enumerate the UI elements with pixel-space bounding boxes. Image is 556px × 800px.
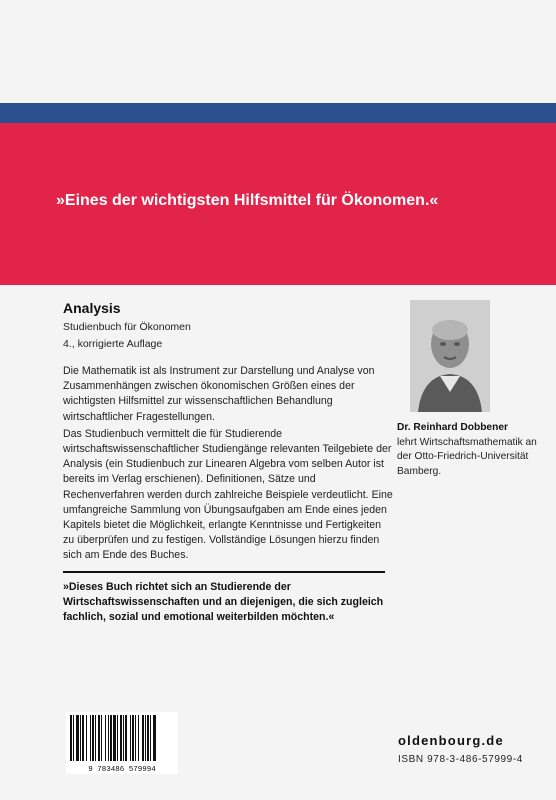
barcode-icon bbox=[66, 712, 178, 774]
book-title: Analysis bbox=[63, 300, 121, 316]
isbn: ISBN 978-3-486-57999-4 bbox=[398, 754, 523, 765]
description-paragraph-1: Die Mathematik ist als Instrument zur Darstellung und Analyse von Zusammenhängen zwischen ökonomischen Größen eines der wichtigsten Hilfsmittel zur wissenschaftlichen Behandlung wirtschaftlicher Fragestellungen. bbox=[63, 365, 375, 423]
description bbox=[63, 364, 393, 566]
author-bio: lehrt Wirtschaftsmathematik an der Otto-Friedrich-Universität Bamberg. bbox=[397, 436, 537, 477]
author-info bbox=[397, 421, 537, 479]
audience-quote: »Dieses Buch richtet sich an Studierende der Wirtschaftswissenschaften und an diejenigen, die sich zugleich fachlich, sozial und emotional weiterbilden möchten.« bbox=[63, 581, 384, 624]
description-paragraph-2: Das Studienbuch vermittelt die für Studierende wirtschaftswissenschaftlicher Studiengänge relevanten Teilgebiete der Analysis (ein Studienbuch zur Linearen Algebra vom selben Autor ist bereits im Verlag erschienen). Definitionen, Sätze und Rechenverfahren werden durch zahlreiche Beispiele verdeutlicht. Eine umfangreiche Sammlung von Übungsaufgaben am Ende eines jeden Kapitels bietet die Möglichkeit, erlangte Kenntnisse und Fertigkeiten zu überprüfen und zu festigen. Vollständige Lösungen hierzu finden sich am Ende des Buches. bbox=[63, 427, 393, 562]
author-name: Dr. Reinhard Dobbener bbox=[397, 422, 508, 433]
book-subtitle: Studienbuch für Ökonomen bbox=[63, 321, 191, 333]
barcode-digits: 9 783486 579994 bbox=[88, 766, 156, 774]
author-portrait-icon bbox=[410, 300, 490, 412]
top-band bbox=[0, 0, 556, 103]
barcode bbox=[66, 712, 178, 774]
banner-quote: »Eines der wichtigsten Hilfsmittel für Ökonomen.« bbox=[56, 192, 439, 209]
publisher-url: oldenbourg.de bbox=[398, 733, 504, 748]
divider-rule bbox=[63, 571, 385, 573]
book-edition: 4., korrigierte Auflage bbox=[63, 338, 163, 350]
author-photo bbox=[410, 300, 490, 412]
blue-stripe bbox=[0, 103, 556, 123]
